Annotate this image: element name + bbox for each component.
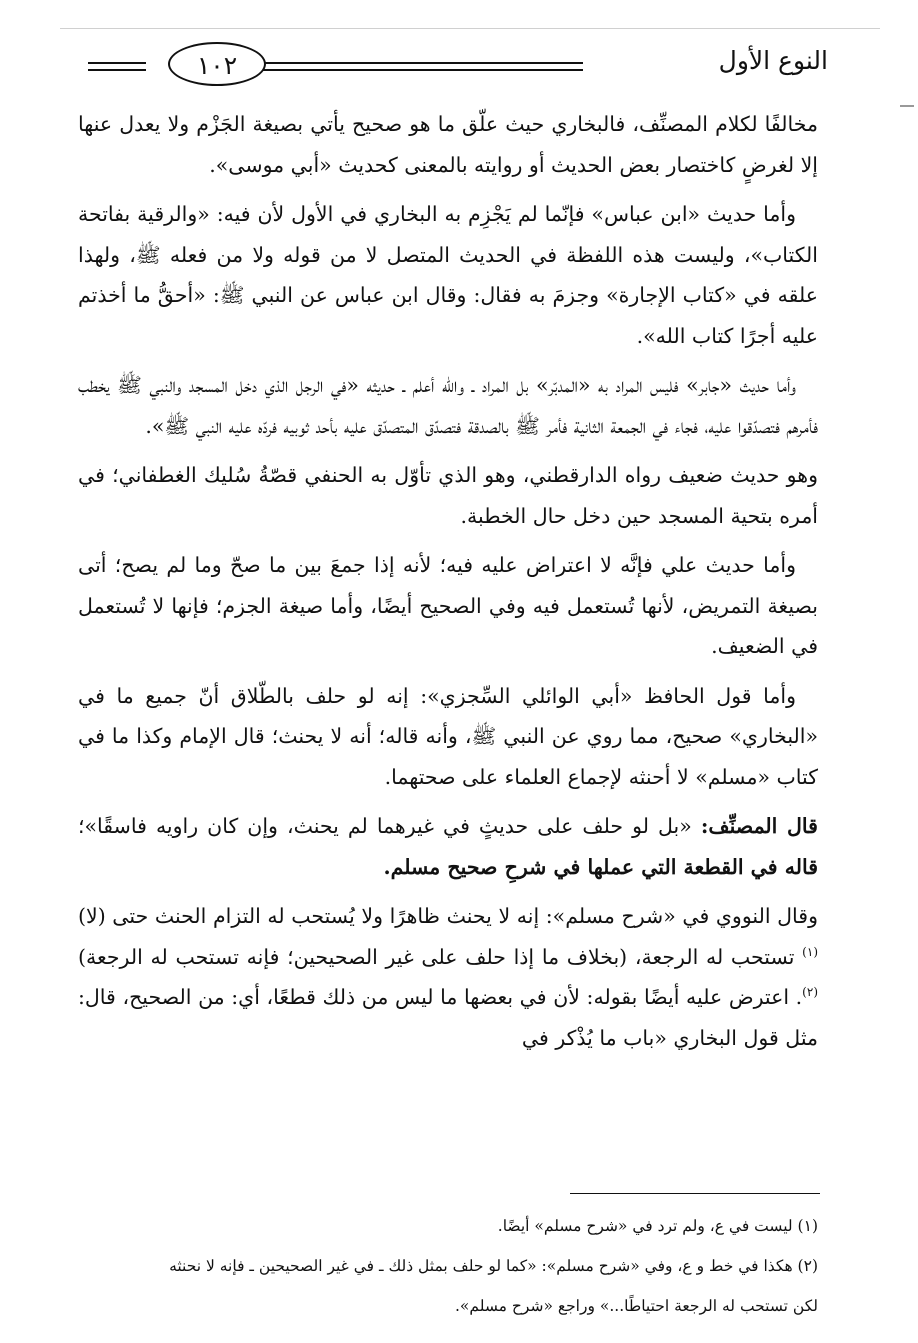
footnotes	[78, 1206, 818, 1326]
author-quote-text: «بل لو حلف على حديثٍ في غيرهما لم يحنث، وإن كان راويه فاسقًا»؛	[78, 814, 692, 838]
header-double-rule-right	[263, 62, 583, 71]
paragraph-4: وهو حديث ضعيف رواه الدارقطني، وهو الذي تأوّل به الحنفي قصّةُ سُليك الغطفاني؛ في أمره بتحية المسجد حين دخل حال الخطبة.	[78, 463, 818, 528]
footnote-ref-2: (٢)	[802, 985, 818, 1000]
page-number: ١٠٢	[168, 42, 266, 86]
page-header	[88, 42, 828, 92]
header-double-rule-left	[88, 62, 146, 71]
footnote-rule	[570, 1193, 820, 1194]
paragraph-6: وأما قول الحافظ «أبي الوائلي السِّجزي»: إنه لو حلف بالطّلاق أنّ جميع ما في «البخاري» صحيح، مما روي عن النبي ﷺ، وأنه قاله؛ أنه لا يحنث؛ قال الإمام وكذا ما في كتاب «مسلم» لا أحنثه لإجماع العلماء على صحتهما.	[78, 683, 818, 789]
paragraph-5: وأما حديث علي فإنَّه لا اعتراض عليه فيه؛ لأنه إذا جمعَ بين ما صحّ وما لم يصح؛ أتى بصيغة التمريض، لأنها تُستعمل فيه وفي الصحيح أيضًا، وأما صيغة الجزم؛ فإنها لا تُستعمل في الضعيف.	[78, 553, 818, 658]
paragraph-2: وأما حديث «ابن عباس» فإنّما لم يَجْزِم به البخاري في الأول لأن فيه: «والرقية بفاتحة الكتاب»، وليست هذه اللفظة في الحديث المتصل لا من قوله ولا من فعله ﷺ، ولهذا علقه في «كتاب الإجارة» وجزمَ به فقال: وقال ابن عباس عن النبي ﷺ: «أحقُّ ما أخذتم عليه أجرًا كتاب الله».	[78, 202, 818, 348]
paragraph-1: مخالفًا لكلام المصنِّف، فالبخاري حيث علّق ما هو صحيح يأتي بصيغة الجَزْم ولا يعدل عنها إلا لغرضٍ كاختصار بعض الحديث أو روايته بالمعنى كحديث «أبي موسى».	[78, 112, 818, 177]
author-quote-lead: قال المصنِّف:	[700, 814, 818, 838]
footnote-2: (٢) هكذا في خط و ع، وفي «شرح مسلم»: «كما لو حلف بمثل ذلك ـ في غير الصحيحين ـ فإنه لا نحنثه	[169, 1257, 818, 1275]
author-quote	[78, 806, 818, 887]
top-edge-rule	[60, 28, 880, 29]
author-quote-bold: قاله في القطعة التي عملها في شرحِ صحيح مسلم.	[383, 854, 818, 879]
paragraph-last: وقال النووي في «شرح مسلم»: إنه لا يحنث ظاهرًا ولا يُستحب له التزام الحنث حتى (لا)$^{(١)}$ تستحب له الرجعة، (بخلاف ما إذا حلف على غير الصحيحين؛ فإنه تستحب له الرجعة)$^{(٢)}$. اعترض عليه أيضًا بقوله: لأن في بعضها ما ليس من ذلك قطعًا، أي: من الصحيح، قال: مثل قول البخاري «باب ما يُذْكر في	[78, 904, 818, 1050]
footnote-1: (١) ليست في ع، ولم ترد في «شرح مسلم» أيضًا.	[497, 1217, 818, 1235]
footnote-ref-1: (١)	[802, 944, 818, 959]
footnote-2-continued: لكن تستحب له الرجعة احتياطًا...» وراجع «شرح مسلم».	[454, 1297, 818, 1315]
main-text	[78, 104, 818, 1067]
paragraph-3: وأما حديث «جابر» فليس المراد به «المدبّر» بل المراد ـ والله أعلم ـ حديثه «في الرجل الذي دخل المسجد والنبي ﷺ يخطب فأمرهم فتصدّقوا عليه، فجاء في الجمعة الثانية فأمر ﷺ بالصدقة فتصدّق المتصدّق عليه بأحد ثوبيه فردّه عليه النبي ﷺ».	[78, 373, 818, 438]
chapter-title: النوع الأول	[718, 46, 828, 75]
margin-mark	[900, 105, 914, 107]
